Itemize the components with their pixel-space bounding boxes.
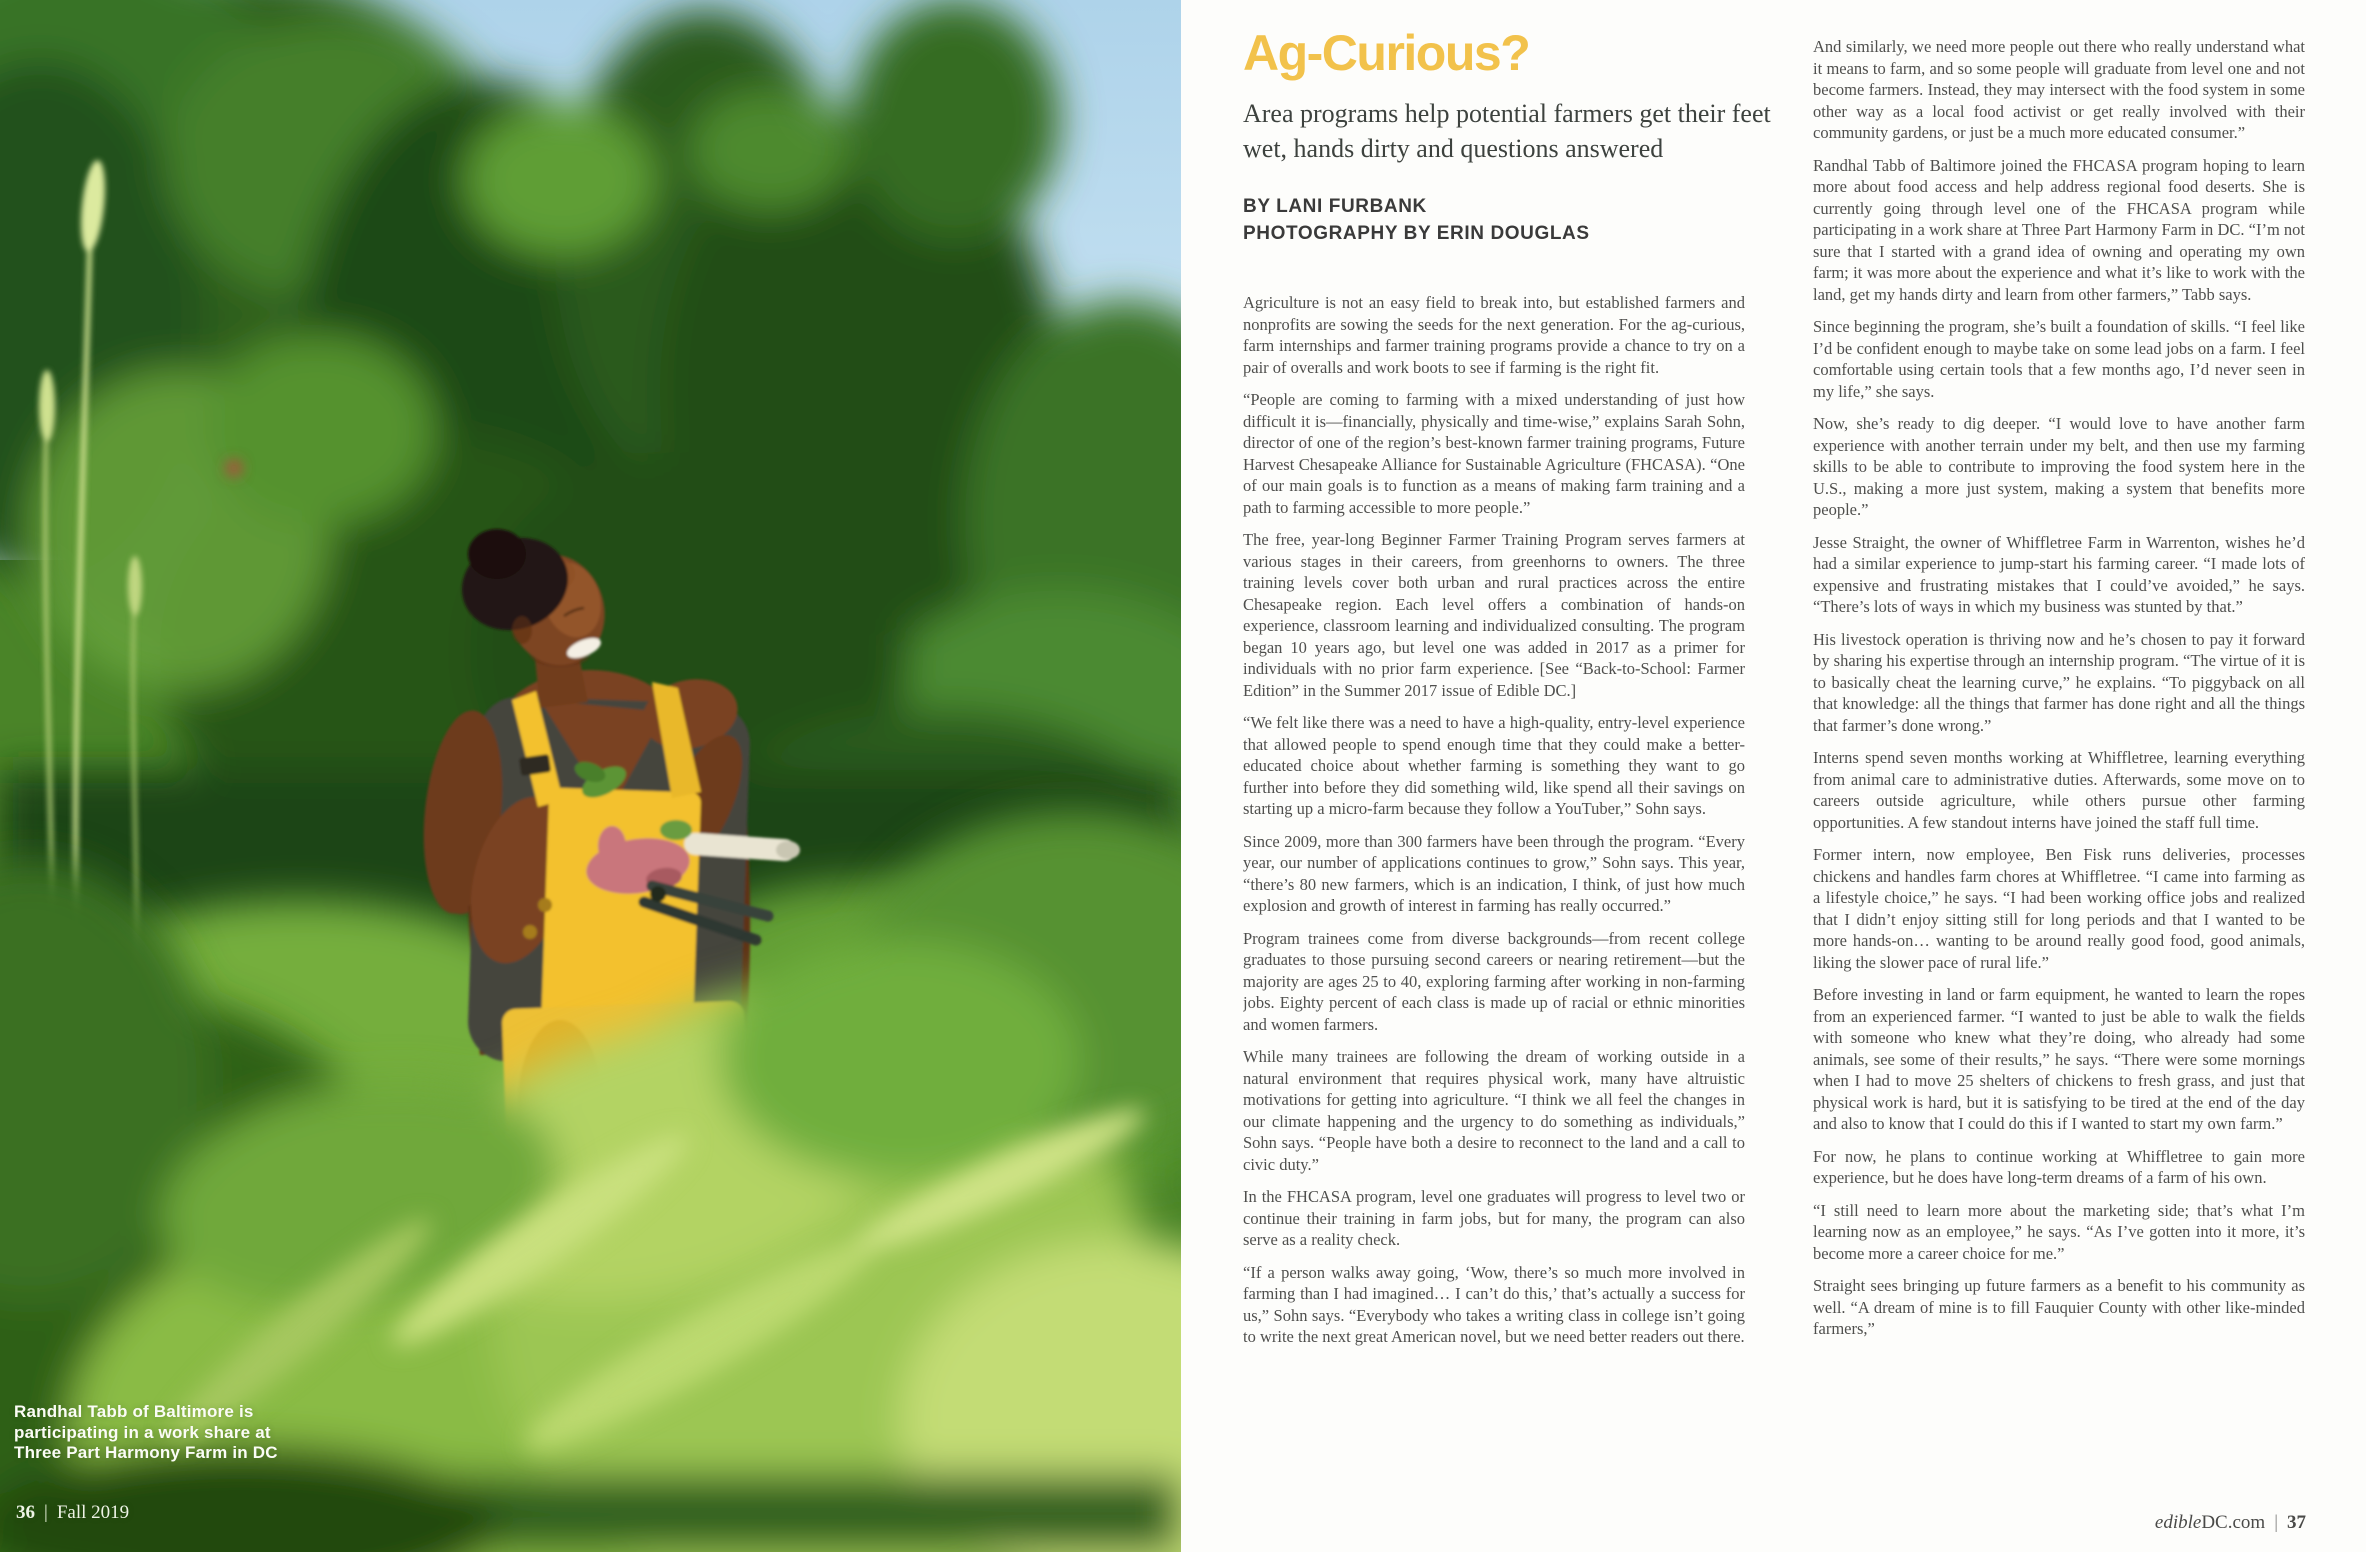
paragraph: Since beginning the program, she’s built a foundation of skills. “I feel like I’d be confident enough to maybe take on some lead jobs on a farm. I feel comfortable using certain tools that a few months ago, I’d never seen in my life,” she says. bbox=[1813, 317, 2305, 401]
left-page-footer bbox=[16, 1502, 129, 1524]
photo-caption-line: Randhal Tabb of Baltimore is bbox=[14, 1402, 254, 1421]
paragraph: Former intern, now employee, Ben Fisk runs deliveries, processes chickens and handles farm chores at Whiffletree. “I came into farming as a lifestyle choice,” he says. “I had been working office jobs and realized that I didn’t enjoy sitting still for long periods and that I wanted to be more hands-on… wanting to be around really good food, good animals, liking the slower pace of rural life.” bbox=[1813, 845, 2305, 972]
article-column-2 bbox=[1813, 36, 2305, 1514]
paragraph: Straight sees bringing up future farmers as a benefit to his community as well. “A dream of mine is to fill Fauquier County with other like-minded farmers,” bbox=[1813, 1276, 2305, 1338]
right-page-number: 37 bbox=[2287, 1512, 2306, 1533]
paragraph: “I still need to learn more about the marketing side; that’s what I’m learning now as an employee,” he says. “As I’ve gotten into it more, it’s become more a career choice for me.” bbox=[1813, 1200, 2305, 1263]
paragraph: Agriculture is not an easy field to break into, but established farmers and nonprofits are sowing the seeds for the next generation. For the ag-curious, farm internships and farmer training programs provide a chance to try on a pair of overalls and work boots to see if farming is the right fit. bbox=[1243, 293, 1745, 377]
paragraph: And similarly, we need more people out there who really understand what it means to farm, and so some people will graduate from level one and not become farmers. Instead, they may intersect with the food system in some other way as a local food activist or get really involved with their community gardens, or just be a much more educated consumer.” bbox=[1813, 37, 2305, 142]
paragraph: In the FHCASA program, level one graduates will progress to level two or continue their training in farm jobs, but for many, the program can also serve as a reality check. bbox=[1243, 1187, 1745, 1249]
paragraph: While many trainees are following the dream of working outside in a natural environment that requires physical work, many have altruistic motivations for getting into agriculture. “I think we all feel the changes in our climate happening and the urgency to do something as individuals,” Sohn says. “People have both a desire to reconnect to the land and a call to civic duty.” bbox=[1243, 1047, 1745, 1174]
paragraph: Before investing in land or farm equipment, he wanted to learn the ropes from an experienced farmer. “I wanted to just be able to walk the fields with someone who knew what they’re doing, who already had some animals, see some of their results,” he says. “There were some mornings when I had to move 25 shelters of chickens to fresh grass, and just that physical work is hard, but it is satisfying to be tired at the end of the day and also to know that I could do this if I wanted to start my own farm.” bbox=[1813, 985, 2305, 1133]
byline-author: BY LANI FURBANK bbox=[1243, 196, 1427, 217]
paragraph: Now, she’s ready to dig deeper. “I would love to have another farm experience with another terrain under my belt, and then use my farming skills to be able to contribute to improving the food system here in the U.S., making a more just system, making a system that benefits more people.” bbox=[1813, 414, 2305, 519]
paragraph: Jesse Straight, the owner of Whiffletree Farm in Warrenton, wishes he’d had a similar experience to jump-start his farming career. “I made lots of expensive and frustrating mistakes that I could’ve avoided,” he says. “There’s lots of ways in which my business was stunted by that.” bbox=[1813, 532, 2305, 616]
byline bbox=[1243, 193, 1809, 247]
site-name-rest: DC.com bbox=[2201, 1512, 2266, 1533]
byline-photographer: PHOTOGRAPHY BY ERIN DOUGLAS bbox=[1243, 223, 1590, 244]
left-page-number: 36 bbox=[16, 1502, 35, 1523]
article-subtitle: Area programs help potential farmers get their feet wet, hands dirty and questions answered bbox=[1243, 99, 1771, 163]
paragraph: “We felt like there was a need to have a high-quality, entry-level experience that allowed people to spend enough time that they could make a better-educated choice about whether farming is something they want to go further into before they did something wild, like spend all their savings on starting up a micro-farm because they follow a YouTuber,” Sohn says. bbox=[1243, 713, 1745, 818]
article-page bbox=[1181, 0, 2366, 1552]
issue-label: Fall 2019 bbox=[56, 1502, 130, 1523]
paragraph: “If a person walks away going, ‘Wow, there’s so much more involved in farming than I had imagined… I can’t do this,’ that’s actually a success for us,” Sohn says. “Everybody who takes a writing class in college isn’t going to write the next great American novel, but we need better readers out there. bbox=[1243, 1262, 1745, 1346]
paragraph: Interns spend seven months working at Whiffletree, learning everything from animal care to administrative duties. Afterwards, some move on to careers outside agriculture, while others pursue other farming opportunities. A few standout interns have joined the staff full time. bbox=[1813, 748, 2305, 832]
footer-divider: | bbox=[44, 1502, 48, 1523]
paragraph: The free, year-long Beginner Farmer Training Program serves farmers at various stages in their careers, from greenhorns to owners. The three training levels cover both urban and rural practices across the entire Chesapeake region. Each level offers a combination of hands-on experience, classroom learning and individualized consulting. The program began 10 years ago, but level one was added in 2017 as a primer for individuals with no prior farm experience. [See “Back-to-School: Farmer Edition” in the Summer 2017 issue of Edible DC.] bbox=[1243, 530, 1745, 700]
paragraph: Since 2009, more than 300 farmers have been through the program. “Every year, our number of applications continues to grow,” Sohn says. This year, “there’s 80 new farmers, which is an indication, I think, of just how much explosion and growth of interest in farming has really occurred.” bbox=[1243, 831, 1745, 915]
paragraph: Program trainees come from diverse backgrounds—from recent college graduates to those pursuing second careers or nearing retirement—but the majority are ages 25 to 40, exploring farming after working in non-farming jobs. Eighty percent of each class is made up of racial or ethnic minorities and women farmers. bbox=[1243, 928, 1745, 1034]
right-page-footer bbox=[2155, 1512, 2306, 1534]
paragraph: For now, he plans to continue working at Whiffletree to gain more experience, but he does have long-term dreams of a farm of his own. bbox=[1813, 1146, 2305, 1187]
field-photo-illustration bbox=[0, 0, 1181, 1552]
paragraph: “People are coming to farming with a mixed understanding of just how difficult it is—financially, physically and time-wise,” explains Sarah Sohn, director of one of the region’s best-known farmer training programs, Future Harvest Chesapeake Alliance for Sustainable Agriculture (FHCASA). “One of our main goals is to function as a means of making farm training and a path to farming accessible to more people.” bbox=[1243, 390, 1745, 517]
paragraph: His livestock operation is thriving now and he’s chosen to pay it forward by sharing his expertise through an internship program. “The virtue of it is to basically cheat the learning curve,” he explains. “To piggyback on all that knowledge: all the things that farmer has done right and all the things that farmer’s done wrong.” bbox=[1813, 629, 2305, 735]
photo-caption bbox=[14, 1402, 278, 1464]
article-column-1 bbox=[1243, 292, 1745, 1502]
photo-caption-line: Three Part Harmony Farm in DC bbox=[14, 1443, 278, 1462]
article-header bbox=[1243, 24, 1809, 247]
article-title: Ag-Curious? bbox=[1243, 25, 1530, 81]
site-name-italic: edible bbox=[2154, 1512, 2202, 1533]
field-photo bbox=[0, 0, 1181, 1552]
footer-divider: | bbox=[2274, 1512, 2278, 1533]
photo-caption-line: participating in a work share at bbox=[14, 1422, 271, 1442]
paragraph: Randhal Tabb of Baltimore joined the FHCASA program hoping to learn more about food access and help address regional food deserts. She is currently going through level one of the FHCASA program while participating in a work share at Three Part Harmony Farm in DC. “I’m not sure that I started with a grand idea of owning and operating my own farm; it was more about the experience and what it’s like to work with the land, get my hands dirty and learn from other farmers,” Tabb says. bbox=[1813, 155, 2305, 304]
